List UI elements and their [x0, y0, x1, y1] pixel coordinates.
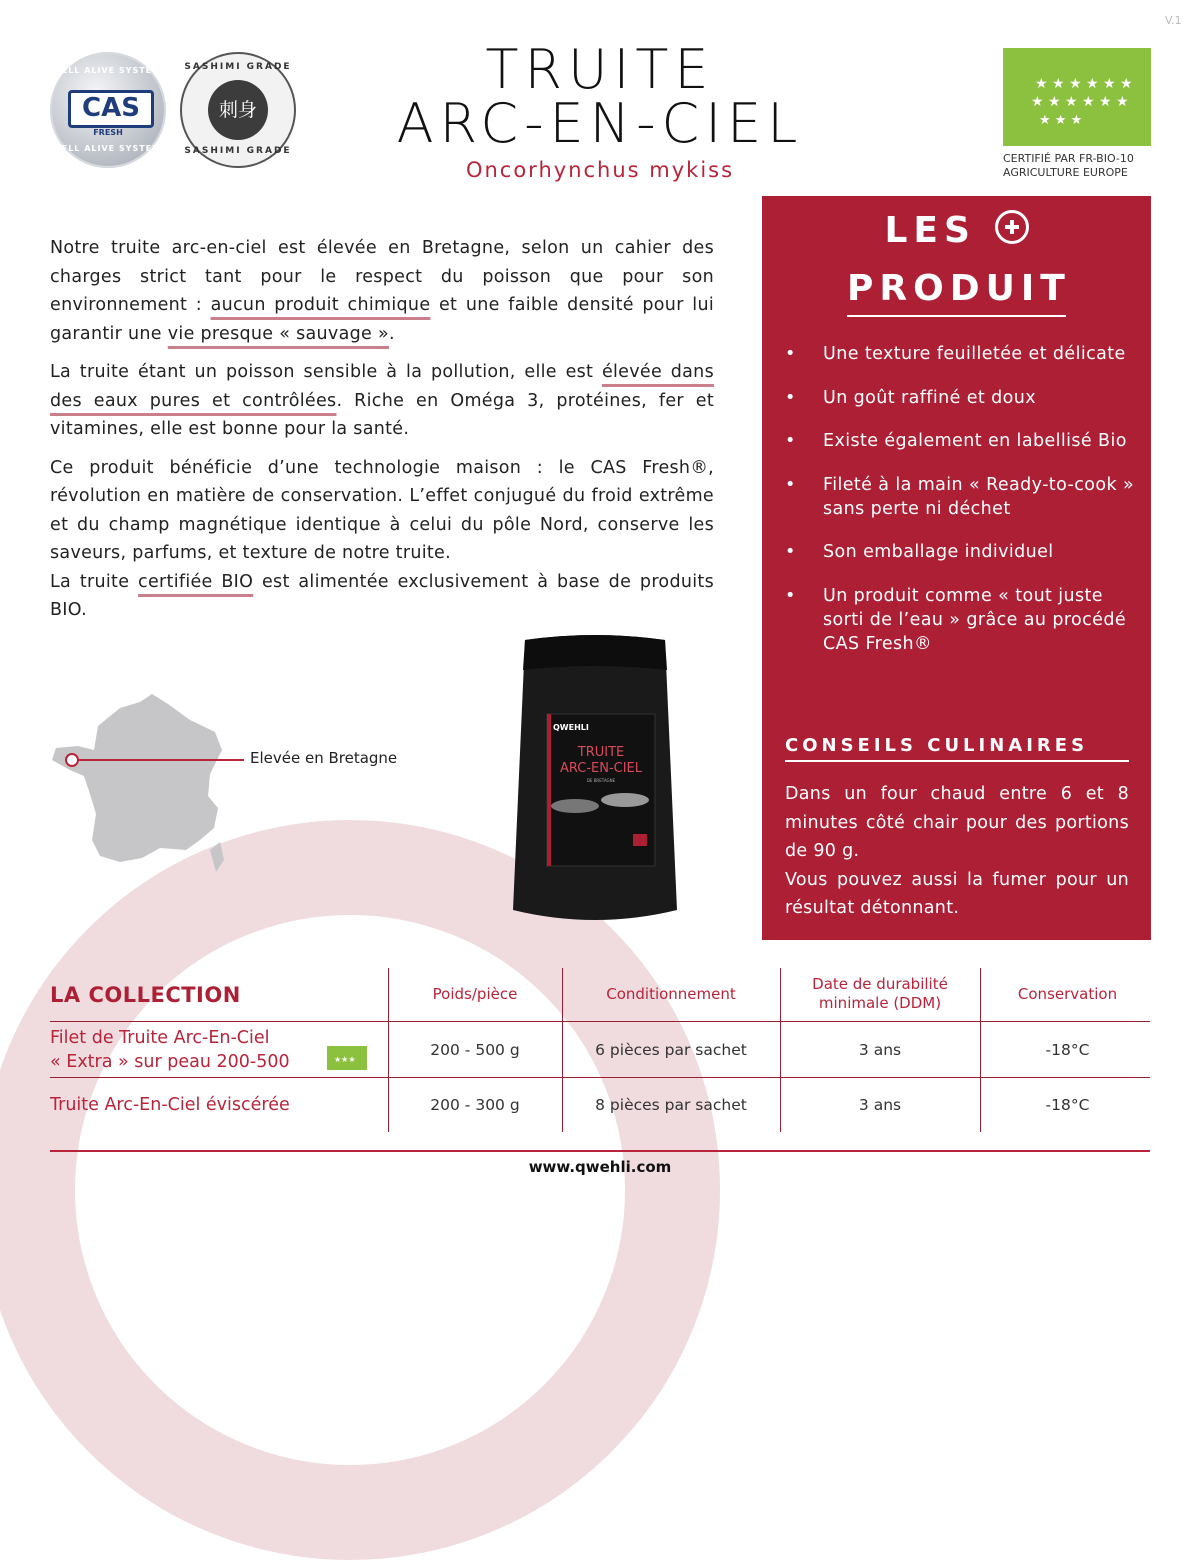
product-benefits-panel — [762, 196, 1151, 940]
highlight-no-chemicals: aucun produit chimique — [210, 295, 431, 315]
svg-text:★ ★ ★ ★ ★ ★: ★ ★ ★ ★ ★ ★ — [1035, 76, 1133, 92]
product-name-line: « Extra » sur peau 200-500 — [50, 1052, 290, 1072]
bullet-icon: • — [785, 585, 796, 606]
eu-caption-line2: AGRICULTURE EUROPE — [1003, 166, 1128, 179]
benefit-text: Fileté à la main « Ready-to-cook » sans perte ni déchet — [823, 474, 1135, 519]
origin-label: Elevée en Bretagne — [250, 749, 398, 767]
description-paragraph-3: Ce produit bénéficie d’une technologie maison : le CAS Fresh®, révolution en matière de conservation. L’effet conjugué du froid extrême et du champ magnétique identique à celui du pôle Nord, conserve les saveurs, parfums, et texture de notre truite. — [50, 457, 714, 563]
panel-heading-produit: PRODUIT — [847, 268, 1066, 317]
product-name-line: Filet de Truite Arc-En-Ciel — [50, 1028, 270, 1048]
text-run: est alimentée exclusivement à base de produits BIO. — [50, 571, 714, 620]
eu-certification-caption — [1003, 152, 1173, 180]
highlight-pure-waters: élevée dans des eaux pures et contrôlées — [50, 362, 714, 411]
package-subtitle: DE BRETAGNE — [586, 778, 616, 783]
table-header-weight: Poids/pièce — [432, 984, 518, 1003]
product-row-1-name — [50, 1026, 290, 1074]
product-package-image — [505, 630, 685, 940]
cas-badge-top-text: CELL ALIVE SYSTEM — [54, 66, 162, 75]
cooking-tips-text — [785, 780, 1129, 923]
row-2-storage: -18°C — [1045, 1096, 1090, 1114]
package-title-line1: TRUITE — [577, 745, 625, 760]
bullet-icon: • — [785, 474, 796, 495]
benefit-item — [785, 429, 1135, 453]
collection-title: LA COLLECTION — [50, 983, 241, 1007]
benefit-text: Son emballage individuel — [823, 542, 1054, 562]
benefit-text: Une texture feuilletée et délicate — [823, 344, 1126, 364]
row-2-ddm: 3 ans — [858, 1096, 902, 1114]
france-map-icon — [50, 690, 230, 875]
row-2-weight: 200 - 300 g — [430, 1096, 520, 1114]
row-1-storage: -18°C — [1045, 1041, 1090, 1059]
benefit-item — [785, 342, 1135, 366]
text-run: . — [388, 323, 395, 344]
cas-fresh-badge — [50, 52, 166, 168]
svg-text:★ ★ ★: ★ ★ ★ — [1039, 113, 1083, 128]
panel-heading-les — [762, 210, 1151, 251]
row-2-packaging: 8 pièces par sachet — [595, 1096, 747, 1114]
text-run: La truite étant un poisson sensible à la pollution, elle est — [50, 362, 602, 382]
description-paragraph-1 — [50, 234, 714, 348]
benefit-item — [785, 584, 1135, 656]
eu-caption-line1: CERTIFIÉ PAR FR-BIO-10 — [1003, 152, 1134, 165]
description-paragraph-4 — [50, 568, 714, 625]
table-row-divider — [50, 1077, 1150, 1078]
benefit-text: Existe également en labellisé Bio — [823, 431, 1127, 451]
cooking-tip-1: Dans un four chaud entre 6 et 8 minutes côté chair pour des portions de 90 g. — [785, 784, 1129, 861]
eu-organic-mini-icon — [327, 1046, 367, 1070]
product-title-line2: ARC-EN-CIEL — [396, 92, 804, 155]
package-title-line2: ARC-EN-CIEL — [559, 761, 643, 776]
svg-text:★ ★ ★ ★ ★ ★: ★ ★ ★ ★ ★ ★ — [1031, 94, 1129, 110]
brittany-pointer-line — [72, 759, 244, 761]
bullet-icon: • — [785, 387, 796, 408]
benefit-text: Un produit comme « tout juste sorti de l’eau » grâce au procédé CAS Fresh® — [823, 585, 1127, 654]
cooking-tip-2: Vous pouvez aussi la fumer pour un résultat détonnant. — [785, 869, 1129, 918]
product-row-2-name: Truite Arc-En-Ciel éviscérée — [50, 1095, 290, 1115]
version-label: V.1 — [1165, 14, 1182, 27]
latin-name: Oncorhynchus mykiss — [465, 158, 735, 182]
table-header-packaging: Conditionnement — [606, 984, 736, 1003]
sashimi-ring-text-bottom: SASHIMI GRADE — [184, 146, 292, 156]
text-run: Notre truite arc-en-ciel est élevée en Bretagne, selon un cahier des charges strict tant pour le respect du poisson que pour son environnement : — [50, 238, 714, 315]
table-header-ddm: Date de durabilité minimale (DDM) — [812, 975, 948, 1012]
bullet-icon: • — [785, 344, 796, 364]
bullet-icon: • — [785, 431, 796, 451]
text-run: et une faible densité pour lui garantir une — [50, 295, 714, 344]
benefit-item — [785, 386, 1135, 410]
row-1-ddm: 3 ans — [858, 1041, 902, 1059]
website-link[interactable]: www.qwehli.com — [528, 1158, 672, 1176]
cas-badge-bottom-text: CELL ALIVE SYSTEM — [54, 144, 162, 153]
benefit-item — [785, 473, 1135, 521]
description-paragraph-2 — [50, 358, 714, 444]
highlight-certified-bio: certifiée BIO — [138, 571, 254, 592]
table-header-divider — [50, 1021, 1150, 1022]
row-1-weight: 200 - 500 g — [430, 1041, 520, 1059]
benefit-text: Un goût raffiné et doux — [823, 387, 1036, 408]
sashimi-grade-badge — [180, 52, 296, 168]
cas-badge-main-text: CAS — [68, 90, 154, 128]
package-brand: QWEHLI — [553, 723, 589, 732]
cas-badge-fresh-text: FRESH — [93, 128, 123, 137]
highlight-wild-life: vie presque « sauvage » — [167, 323, 389, 344]
footer-divider — [50, 1150, 1150, 1152]
bullet-icon: • — [785, 542, 796, 562]
plus-circle-icon — [995, 210, 1029, 244]
text-run: La truite — [50, 571, 139, 592]
row-1-packaging: 6 pièces par sachet — [595, 1041, 747, 1059]
benefits-list — [785, 342, 1135, 675]
table-header-storage: Conservation — [1017, 984, 1118, 1003]
text-run: . Riche en Oméga 3, protéines, fer et vitamines, elle est bonne pour la santé. — [50, 390, 714, 439]
product-description — [50, 234, 714, 635]
svg-text:★★★: ★★★ — [334, 1055, 356, 1064]
sashimi-ring-text-top: SASHIMI GRADE — [184, 62, 292, 72]
product-title-line1: TRUITE — [485, 38, 715, 101]
eu-organic-leaf-icon — [1003, 48, 1151, 146]
les-text: LES — [884, 210, 976, 251]
sashimi-kanji: 刺身 — [208, 80, 268, 140]
benefit-item — [785, 540, 1135, 564]
brittany-location-marker-icon — [65, 753, 79, 767]
cooking-tips-heading: CONSEILS CULINAIRES — [785, 735, 1129, 762]
